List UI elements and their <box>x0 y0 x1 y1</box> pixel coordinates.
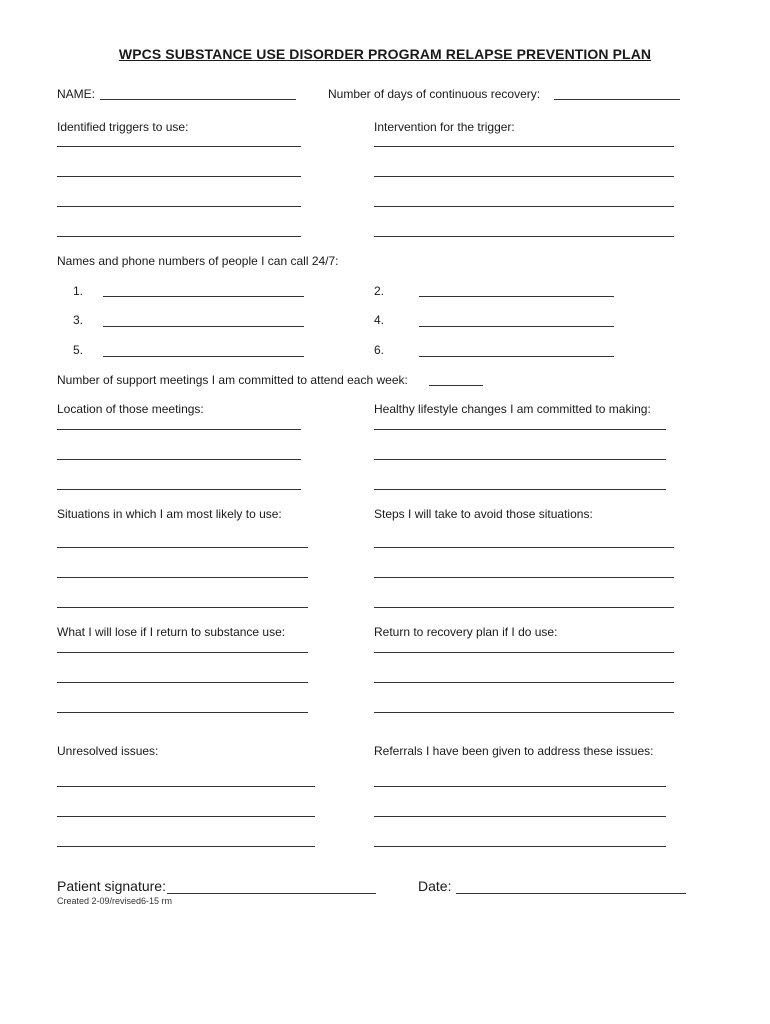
lose-label: What I will lose if I return to substance use: <box>57 625 286 639</box>
trigger-field-4[interactable] <box>57 236 301 237</box>
unresolved-field-3[interactable] <box>57 846 315 847</box>
contact-field-2[interactable] <box>419 296 614 297</box>
signature-field[interactable] <box>167 893 376 894</box>
triggers-label: Identified triggers to use: <box>57 120 189 134</box>
lose-field-3[interactable] <box>57 712 308 713</box>
date-field[interactable] <box>456 893 686 894</box>
location-field-2[interactable] <box>57 459 301 460</box>
contact-field-1[interactable] <box>103 296 304 297</box>
unresolved-field-2[interactable] <box>57 816 315 817</box>
lifestyle-field-1[interactable] <box>374 429 666 430</box>
contact-number-1: 1. <box>73 284 84 298</box>
contact-field-4[interactable] <box>419 326 614 327</box>
lifestyle-field-2[interactable] <box>374 459 666 460</box>
steps-label: Steps I will take to avoid those situations: <box>374 507 593 521</box>
name-label: NAME: <box>57 87 96 101</box>
signature-label: Patient signature: <box>57 878 166 894</box>
situation-field-2[interactable] <box>57 577 308 578</box>
unresolved-label: Unresolved issues: <box>57 744 159 758</box>
trigger-field-2[interactable] <box>57 176 301 177</box>
steps-field-2[interactable] <box>374 577 674 578</box>
revision-footer: Created 2-09/revised6-15 rm <box>57 896 173 906</box>
return-field-3[interactable] <box>374 712 674 713</box>
lifestyle-label: Healthy lifestyle changes I am committed to making: <box>374 402 651 416</box>
meetings-count-field[interactable] <box>429 385 483 386</box>
intervention-field-2[interactable] <box>374 176 674 177</box>
days-label: Number of days of continuous recovery: <box>328 87 541 101</box>
unresolved-field-1[interactable] <box>57 786 315 787</box>
trigger-field-3[interactable] <box>57 206 301 207</box>
situations-label: Situations in which I am most likely to use: <box>57 507 282 521</box>
contact-number-3: 3. <box>73 313 84 327</box>
contact-field-5[interactable] <box>103 356 304 357</box>
referrals-field-1[interactable] <box>374 786 666 787</box>
contact-field-3[interactable] <box>103 326 304 327</box>
name-field[interactable] <box>100 99 296 100</box>
intervention-label: Intervention for the trigger: <box>374 120 515 134</box>
situation-field-3[interactable] <box>57 607 308 608</box>
lose-field-2[interactable] <box>57 682 308 683</box>
meetings-location-label: Location of those meetings: <box>57 402 204 416</box>
lose-field-1[interactable] <box>57 652 308 653</box>
referrals-field-3[interactable] <box>374 846 666 847</box>
intervention-field-1[interactable] <box>374 146 674 147</box>
intervention-field-4[interactable] <box>374 236 674 237</box>
lifestyle-field-3[interactable] <box>374 489 666 490</box>
form-title: WPCS SUBSTANCE USE DISORDER PROGRAM RELAPSE PREVENTION PLAN <box>118 46 652 62</box>
referrals-label: Referrals I have been given to address these issues: <box>374 744 654 758</box>
contacts-label: Names and phone numbers of people I can call 24/7: <box>57 254 339 268</box>
date-label: Date: <box>418 878 452 894</box>
return-field-1[interactable] <box>374 652 674 653</box>
return-field-2[interactable] <box>374 682 674 683</box>
intervention-field-3[interactable] <box>374 206 674 207</box>
contact-field-6[interactable] <box>419 356 614 357</box>
return-label: Return to recovery plan if I do use: <box>374 625 558 639</box>
location-field-1[interactable] <box>57 429 301 430</box>
days-field[interactable] <box>554 99 680 100</box>
meetings-count-label: Number of support meetings I am committed to attend each week: <box>57 373 408 387</box>
trigger-field-1[interactable] <box>57 146 301 147</box>
contact-number-5: 5. <box>73 343 84 357</box>
location-field-3[interactable] <box>57 489 301 490</box>
steps-field-1[interactable] <box>374 547 674 548</box>
contact-number-2: 2. <box>374 284 385 298</box>
referrals-field-2[interactable] <box>374 816 666 817</box>
contact-number-4: 4. <box>374 313 385 327</box>
steps-field-3[interactable] <box>374 607 674 608</box>
situation-field-1[interactable] <box>57 547 308 548</box>
contact-number-6: 6. <box>374 343 385 357</box>
